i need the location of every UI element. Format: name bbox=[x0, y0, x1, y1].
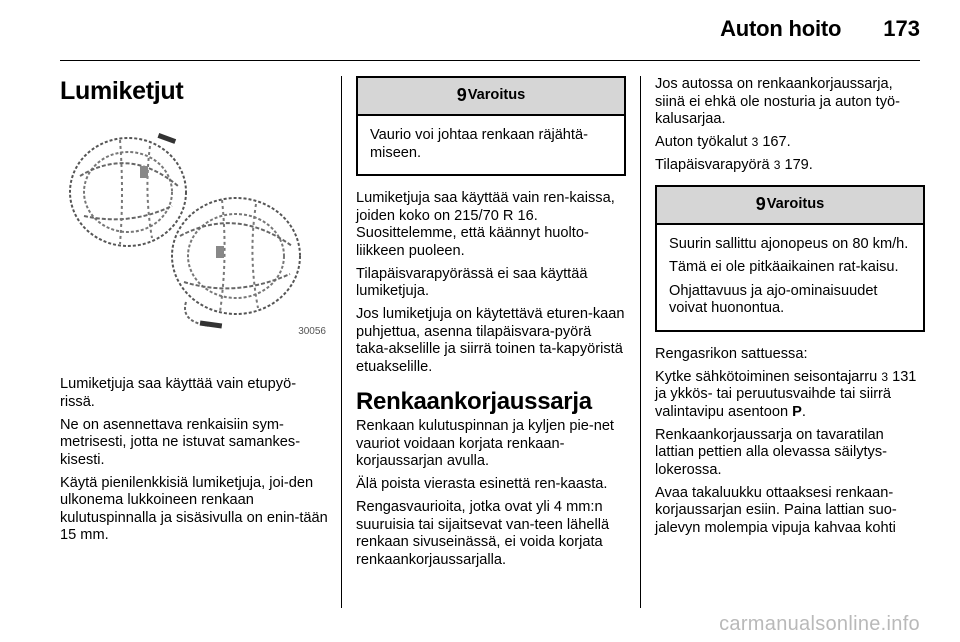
warning-triangle-icon: 9 bbox=[755, 193, 766, 214]
column-divider-2 bbox=[640, 76, 641, 608]
gear-position-label: P bbox=[792, 403, 802, 420]
figure-number: 30056 bbox=[298, 325, 326, 337]
warning-text: Vaurio voi johtaa renkaan räjähtä-miseen. bbox=[370, 127, 588, 161]
column-3 bbox=[655, 76, 925, 543]
warning-header bbox=[358, 78, 624, 116]
warning-triangle-icon: 9 bbox=[456, 85, 467, 106]
paragraph: Jos autossa on renkaankorjaussarja, siinä ei ehkä ole nosturia ja auton työ-kalusarjaa. bbox=[655, 76, 901, 127]
paragraph: Avaa takaluukku ottaaksesi renkaan-korjaussarjan esiin. Paina lattian suo-jalevyn molempia vipuja kahvaa kohti bbox=[655, 484, 897, 536]
paragraph: Ne on asennettava renkaisiin sym-metrisesti, jotta ne istuvat samankes-kisesti. bbox=[60, 416, 301, 468]
paragraph: Käytä pienilenkkisiä lumiketjuja, joi-den ulkonema lukkoineen renkaan kulutuspinnalla ja sisäsivulla on enin-tään 15 mm. bbox=[60, 474, 328, 543]
warning-text: Ohjattavuus ja ajo-ominaisuudet voivat huonontua. bbox=[669, 282, 878, 316]
page-number: 173 bbox=[883, 16, 920, 41]
warning-text: Tämä ei ole pitkäaikainen rat-kaisu. bbox=[669, 259, 899, 275]
warning-box bbox=[356, 76, 626, 176]
cross-reference-tools bbox=[655, 134, 925, 152]
page-header bbox=[720, 16, 920, 42]
header-rule bbox=[60, 60, 920, 61]
warning-title: Varoitus bbox=[467, 87, 526, 104]
page-ref-arrow-icon: 3 bbox=[751, 135, 759, 149]
paragraph bbox=[655, 369, 925, 422]
page-ref-arrow-icon: 3 bbox=[881, 369, 889, 384]
warning-body bbox=[358, 116, 624, 174]
warning-header bbox=[657, 187, 923, 225]
cross-reference-spare-wheel bbox=[655, 157, 925, 175]
column-1 bbox=[60, 76, 328, 550]
reference-link[interactable]: 179. bbox=[784, 157, 813, 173]
paragraph: Rengasrikon sattuessa: bbox=[655, 345, 808, 362]
paragraph-text: Kytke sähkötoiminen seisontajarru bbox=[655, 368, 878, 385]
paragraph: Rengasvaurioita, jotka ovat yli 4 mm:n suuruisia tai sijaitsevat van-teen lähellä renkaan sivuseinässä, ei voida korjata renkaankorjaussarjalla. bbox=[356, 499, 610, 568]
warning-body bbox=[657, 225, 923, 330]
warning-box bbox=[655, 185, 925, 332]
paragraph: Älä poista vierasta esinettä ren-kaasta. bbox=[356, 476, 608, 492]
reference-text: Tilapäisvarapyörä bbox=[655, 157, 770, 173]
paragraph: Lumiketjuja saa käyttää vain ren-kaissa, joiden koko on 215/70 R 16. Suosittelemme, että käännyt huolto-liikkeen puoleen. bbox=[356, 190, 615, 259]
column-divider-1 bbox=[341, 76, 342, 608]
snow-chain-illustration bbox=[60, 126, 328, 344]
section-heading-tire-repair-kit: Renkaankorjaussarja bbox=[356, 388, 592, 415]
paragraph: Tilapäisvarapyörässä ei saa käyttää lumiketjuja. bbox=[356, 265, 588, 299]
warning-text: Suurin sallittu ajonopeus on 80 km/h. bbox=[669, 235, 909, 252]
paragraph: Renkaan kulutuspinnan ja kyljen pie-net vauriot voidaan korjata renkaan-korjaussarjan avulla. bbox=[356, 418, 614, 469]
paragraph-text: 131 ja ykkös- tai peruutusvaihde tai siirrä valintavipu asentoon bbox=[655, 368, 917, 420]
header-title: Auton hoito bbox=[720, 16, 842, 41]
page-ref-arrow-icon: 3 bbox=[773, 158, 781, 172]
section-heading-snow-chains: Lumiketjut bbox=[60, 77, 184, 105]
warning-title: Varoitus bbox=[766, 195, 825, 212]
paragraph: Jos lumiketjuja on käytettävä eturen-kaan puhjettua, asenna tilapäisvara-pyörä taka-akselille ja siirrä toinen ta-kapyöristä etuakselille. bbox=[356, 306, 625, 375]
snow-chains-image bbox=[60, 126, 328, 344]
column-2 bbox=[356, 76, 626, 575]
paragraph-text: . bbox=[801, 403, 806, 420]
paragraph: Renkaankorjaussarja on tavaratilan lattian pettien alla olevassa säilytys-lokerossa. bbox=[655, 426, 887, 478]
watermark: carmanualsonline.info bbox=[719, 613, 920, 635]
paragraph: Lumiketjuja saa käyttää vain etupyö-rissä. bbox=[60, 376, 297, 410]
reference-link[interactable]: 167. bbox=[762, 134, 791, 150]
reference-text: Auton työkalut bbox=[655, 134, 748, 150]
